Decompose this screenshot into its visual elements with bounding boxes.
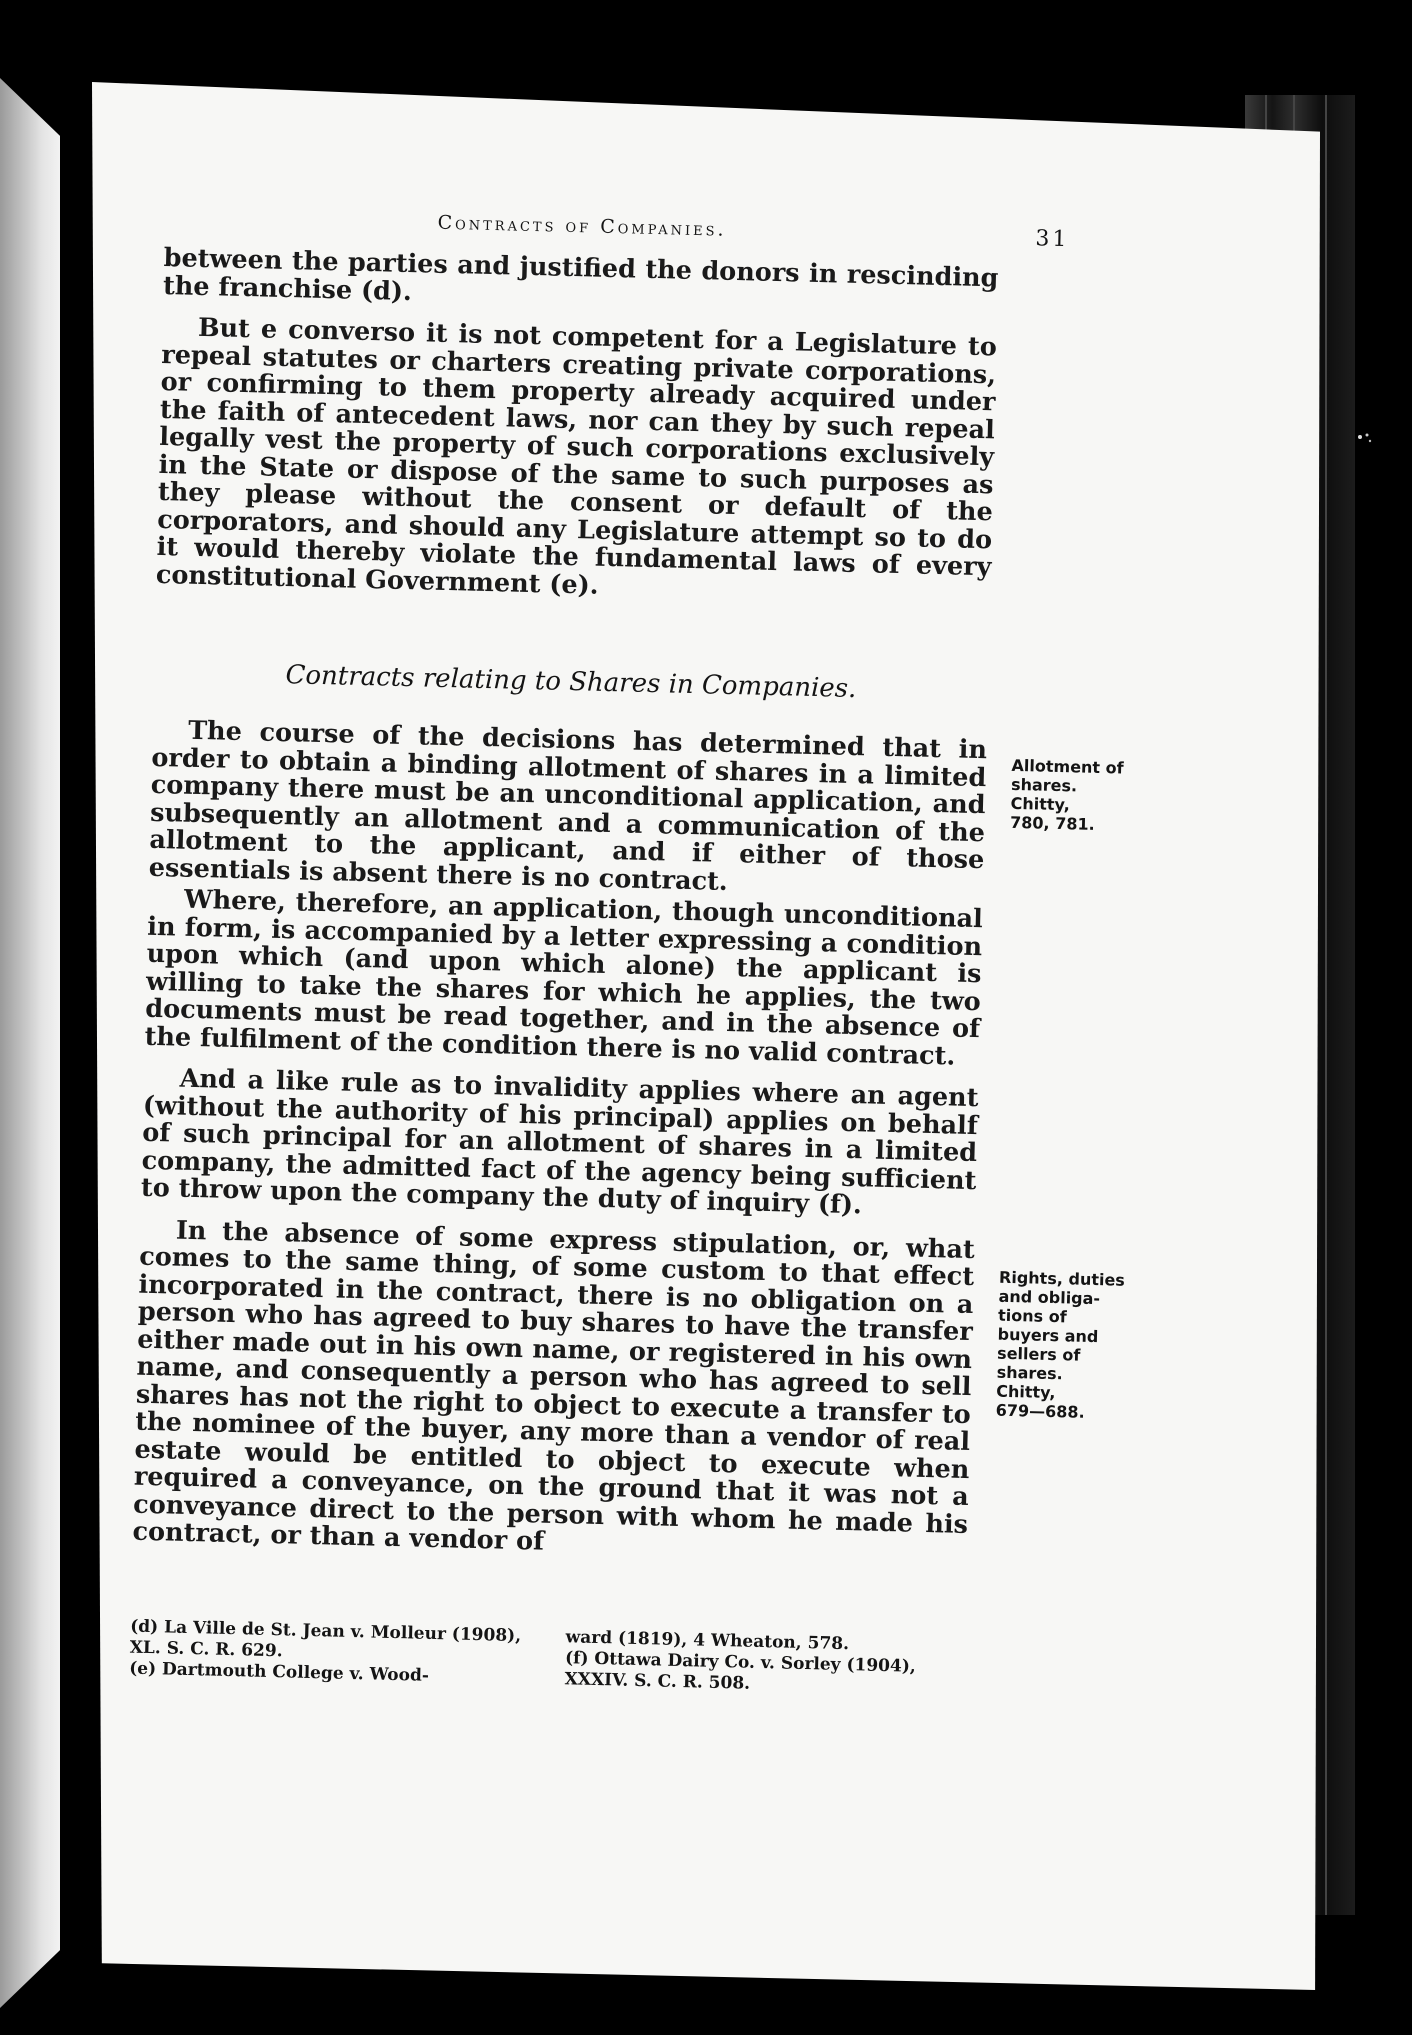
- margin-note-line: Allotment of: [1011, 755, 1124, 778]
- paragraph-6-wrap: [132, 1215, 1126, 1566]
- footnotes-right-column: [564, 1627, 965, 1700]
- footnotes-left-column: [129, 1616, 530, 1689]
- margin-note-allotment: [1010, 756, 1162, 836]
- footnote-e: (e) Dartmouth College v. Wood-: [128, 1658, 430, 1686]
- footnote-e-continued: ward (1819), 4 Wheaton, 578.: [565, 1626, 850, 1654]
- paragraph-3-wrap: [148, 715, 1124, 902]
- margin-note-line: tions of: [997, 1305, 1067, 1326]
- paragraph-6: In the absence of some express stipulation, or, what comes to the same thing, of some custom to that effect incorporated in the contract, there is no obligation on a person who has agreed to buy shares to have the transfer either made out in his own name, or registered in his own name, and consequently a person who has agreed to sell shares has not the right to object to execute a transfer to the nominee of the buyer, any more than a vendor of real estate would be entitled to object to execute when required a conveyance, on the ground that it was not a conveyance direct to the person with whom he made his contract, or than a vendor of: [132, 1215, 976, 1557]
- page-number: 31: [1035, 226, 1070, 253]
- margin-note-rights: [996, 1267, 1150, 1423]
- paragraph-4: Where, therefore, an application, though unconditional in form, is accompanied by a letter expressing a condition upon which (and upon which alone) the applicant is willing to take the shares for which he applies, the two documents must be read together, and in the absence of the fulfilment of the condition there is no valid contract.: [144, 884, 984, 1072]
- paragraph-5: And a like rule as to invalidity applies where an agent (without the authority of his principal) applies on behalf of such principal for an allotment of shares in a limited company, the admitted fact of the agency being sufficient to throw upon the company the duty of inquiry (f).: [140, 1063, 979, 1221]
- paragraph-3: The course of the decisions has determined that in order to obtain a binding allotment of shares in a limited company there must be an unconditional application, and subsequently an allotment and a communication of the allotment to the applicant, and if either of those essentials is absent there is no contract.: [148, 715, 988, 897]
- section-heading: Contracts relating to Shares in Companies.: [285, 660, 857, 705]
- paragraph-1: between the parties and justified the donors in rescinding the franchise (d).: [162, 242, 999, 307]
- margin-note-line: 679—688.: [995, 1400, 1085, 1422]
- dust-specks: [1356, 430, 1374, 444]
- margin-note-line: shares.: [1010, 774, 1078, 796]
- margin-note-line: buyers and: [997, 1324, 1099, 1346]
- margin-note-line: shares.: [996, 1362, 1064, 1383]
- margin-note-line: Chitty,: [996, 1381, 1056, 1402]
- page-content: [128, 205, 1126, 1699]
- paragraph-2: But e converso it is not competent for a Legislature to repeal statutes or charters creating private corporations, or confirming to them property already acquired under the faith of antecedent laws, nor can they by such repeal legally vest the property of such corporations exclusively in the State or dispose of the same to such purposes as they please without the consent or default of the corporators, and should any Legislature attempt so to do it would thereby violate the fundamental laws of every constitutional Government (e).: [155, 312, 998, 601]
- footnote-d: (d) La Ville de St. Jean v. Molleur (1908), XL. S. C. R. 629.: [129, 1616, 522, 1661]
- footnote-f: (f) Ottawa Dairy Co. v. Sorley (1904), XXXIV. S. C. R. 508.: [564, 1647, 917, 1694]
- margin-note-line: sellers of: [996, 1343, 1081, 1365]
- margin-note-line: and obliga-: [998, 1286, 1101, 1308]
- running-title: Contracts of Companies.: [437, 211, 727, 241]
- margin-note-line: Chitty,: [1010, 793, 1071, 815]
- left-page-edge: [0, 78, 60, 2008]
- margin-note-line: Rights, duties: [998, 1267, 1126, 1290]
- margin-note-line: 780, 781.: [1009, 812, 1095, 834]
